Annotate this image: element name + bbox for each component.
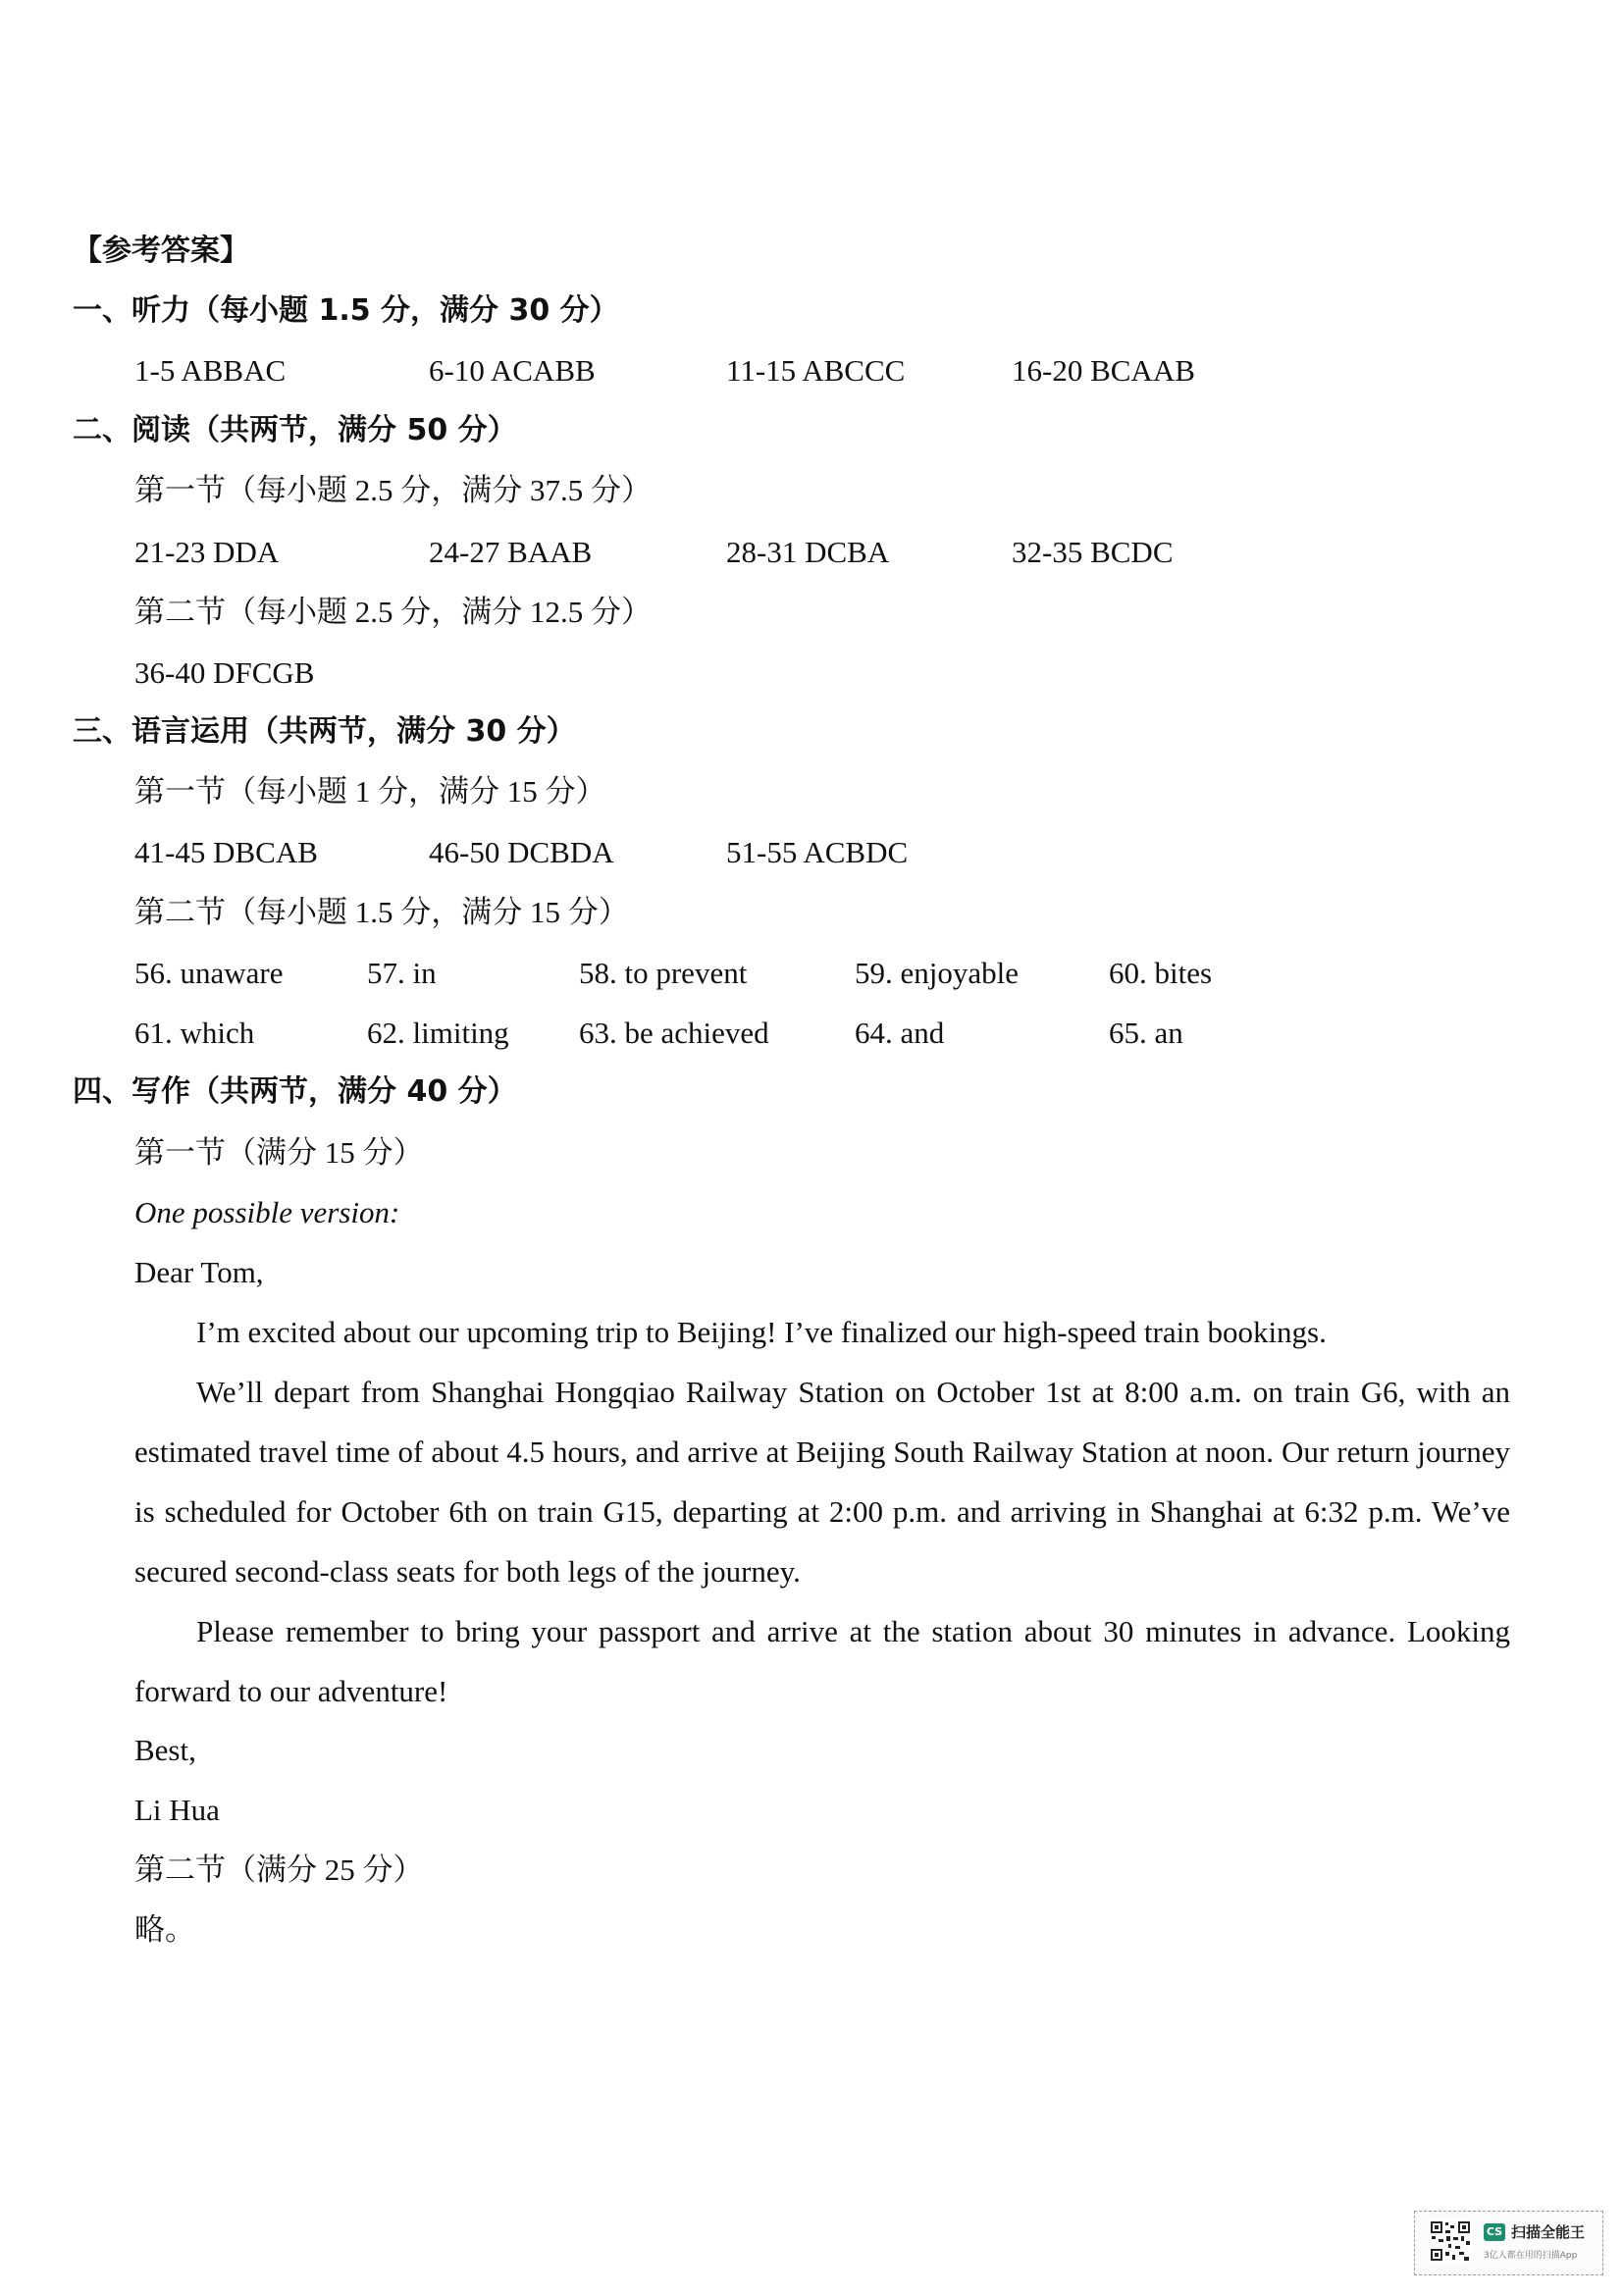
answer-group: 6-10 ACABB: [429, 353, 596, 388]
language-part1-heading: 第一节（每小题 1 分，满分 15 分）: [134, 774, 606, 809]
cs-logo: CS: [1484, 2223, 1505, 2241]
scanner-watermark: [1414, 2211, 1603, 2275]
writing-part2-content: 略。: [134, 1912, 195, 1947]
fill-answer: 63. be achieved: [579, 1016, 769, 1050]
letter-greeting: Dear Tom,: [134, 1255, 264, 1289]
fill-answer: 60. bites: [1109, 956, 1213, 990]
answer-group: 36-40 DFCGB: [134, 655, 315, 690]
section-language-use-heading: 三、语言运用（共两节，满分 30 分）: [73, 714, 576, 749]
letter-paragraph: I’m excited about our upcoming trip to Beijing! I’ve finalized our high-speed train bookings.: [196, 1315, 1327, 1349]
answer-group: 32-35 BCDC: [1012, 535, 1174, 569]
fill-answer: 58. to prevent: [579, 956, 748, 990]
answer-group: 24-27 BAAB: [429, 535, 593, 569]
answer-group: 51-55 ACBDC: [726, 835, 909, 869]
letter-body: [134, 1302, 1510, 1721]
watermark-subtitle: 3亿人都在用的扫描App: [1484, 2251, 1578, 2261]
answer-group: 41-45 DBCAB: [134, 835, 318, 869]
letter-paragraph: Please remember to bring your passport and arrive at the station about 30 minutes in advance. Looking forward to our adventure!: [134, 1614, 1510, 1708]
letter-paragraph: We’ll depart from Shanghai Hongqiao Railway Station on October 1st at 8:00 a.m. on train G6, with an estimated travel time of about 4.5 hours, and arrive at Beijing South Railway Station at noon. Our return journey is scheduled for October 6th on train G15, departing at 2:00 p.m. and arriving in Shanghai at 6:32 p.m. We’ve secured second-class seats for both legs of the journey.: [134, 1375, 1510, 1589]
writing-part2-heading: 第二节（满分 25 分）: [134, 1852, 424, 1887]
answer-group: 16-20 BCAAB: [1012, 353, 1195, 388]
answer-group: 21-23 DDA: [134, 535, 280, 569]
page-title: 【参考答案】: [73, 234, 249, 268]
answer-group: 46-50 DCBDA: [429, 835, 614, 869]
fill-answer: 57. in: [367, 956, 437, 990]
fill-answer: 64. and: [855, 1016, 945, 1050]
letter-signature: Li Hua: [134, 1793, 220, 1827]
section-reading-heading: 二、阅读（共两节，满分 50 分）: [73, 413, 517, 447]
fill-answer: 56. unaware: [134, 956, 284, 990]
watermark-title: 扫描全能王: [1511, 2223, 1586, 2241]
language-part2-heading: 第二节（每小题 1.5 分，满分 15 分）: [134, 895, 629, 929]
qr-code-icon: [1429, 2219, 1472, 2263]
fill-answer: 61. which: [134, 1016, 255, 1050]
fill-answer: 65. an: [1109, 1016, 1183, 1050]
reading-part2-heading: 第二节（每小题 2.5 分，满分 12.5 分）: [134, 595, 652, 629]
section-writing-heading: 四、写作（共两节，满分 40 分）: [73, 1074, 517, 1109]
answer-group: 28-31 DCBA: [726, 535, 890, 569]
reading-part1-heading: 第一节（每小题 2.5 分，满分 37.5 分）: [134, 473, 652, 507]
writing-part1-heading: 第一节（满分 15 分）: [134, 1135, 424, 1170]
fill-answer: 59. enjoyable: [855, 956, 1020, 990]
answer-group: 1-5 ABBAC: [134, 353, 287, 388]
section-listening-heading: 一、听力（每小题 1.5 分，满分 30 分）: [73, 293, 619, 328]
letter-closing: Best,: [134, 1733, 196, 1767]
answer-group: 11-15 ABCCC: [726, 353, 906, 388]
version-label: One possible version:: [134, 1195, 400, 1229]
fill-answer: 62. limiting: [367, 1016, 509, 1050]
